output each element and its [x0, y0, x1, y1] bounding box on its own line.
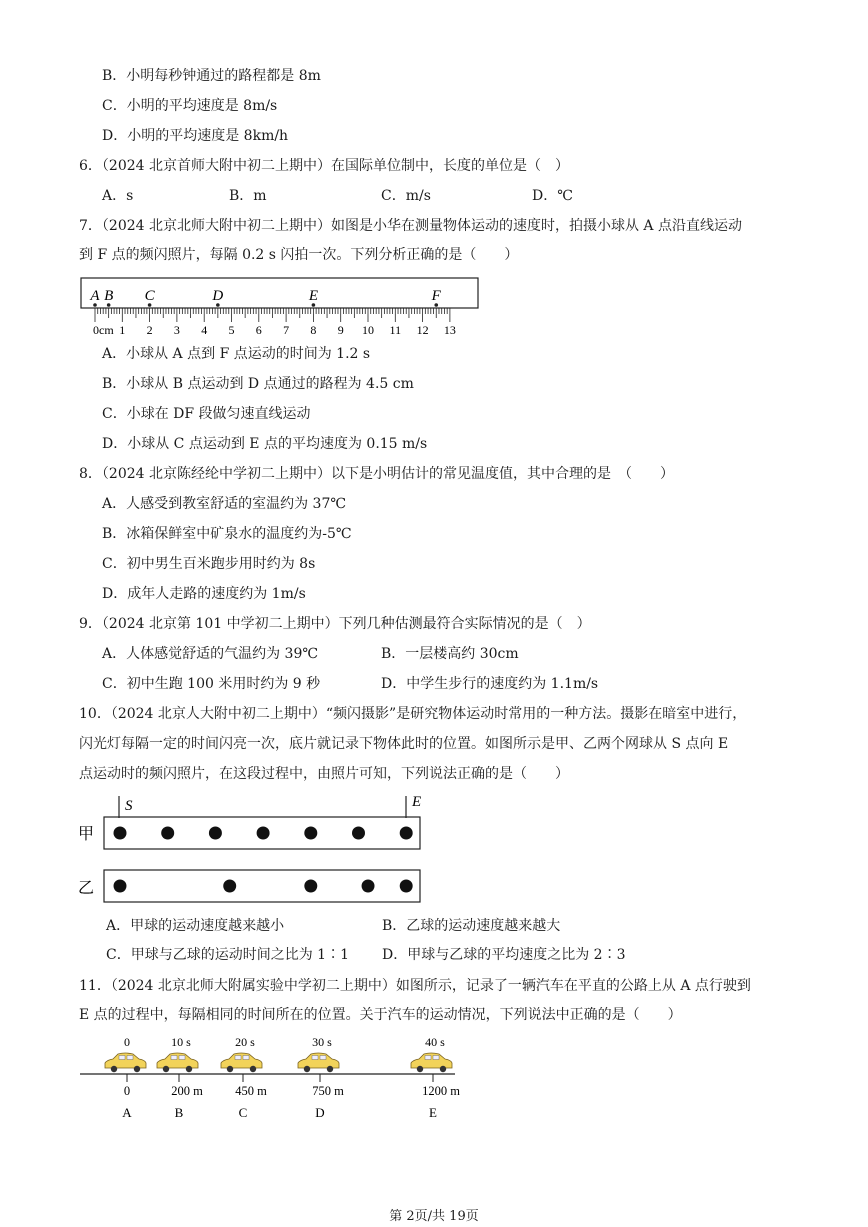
q10-option-a: A．甲球的运动速度越来越小	[106, 918, 285, 934]
q7-point-label: C	[144, 288, 155, 304]
car-wheel	[227, 1066, 233, 1072]
q7-ruler-tick-label: 13	[443, 323, 456, 337]
q9-option-b: B．一层楼高约 30cm	[381, 646, 519, 662]
q11-point-label: E	[429, 1105, 437, 1120]
q10-yi-ball	[362, 880, 375, 893]
q10-jia-balls	[114, 827, 413, 840]
q10-jia-ball	[161, 827, 174, 840]
q11-stem-line1: 11．（2024 北京北师大附属实验中学初二上期中）如图所示，记录了一辆汽车在平直的公路上从 A 点行驶到	[79, 978, 751, 994]
car-wheel	[417, 1066, 423, 1072]
q11-distance-label: 750 m	[312, 1084, 344, 1098]
q7-stem-line1: 7．（2024 北京北师大附中初二上期中）如图是小华在测量物体运动的速度时，拍摄小球从 A 点沿直线运动	[79, 218, 742, 234]
q6-option-a: A．s	[102, 188, 134, 204]
q8-option-a: A．人感受到教室舒适的室温约为 37℃	[102, 496, 347, 512]
car-wheel	[163, 1066, 169, 1072]
q7-point-label: A	[90, 288, 100, 304]
q7-ruler-tick-label: 11	[389, 323, 402, 337]
car-window	[312, 1056, 318, 1060]
q10-jia-ball	[257, 827, 270, 840]
q11-point-label: D	[315, 1105, 325, 1120]
car-wheel	[327, 1066, 333, 1072]
q6-options	[0, 186, 868, 206]
q11-stem-line2: E 点的过程中，每隔相同的时间所在的位置。关于汽车的运动情况，下列说法中正确的是（ ）	[79, 1007, 682, 1023]
car-wheel	[134, 1066, 140, 1072]
q7-photo-frame	[81, 278, 478, 308]
q7-ruler-tick-label: 6	[255, 323, 262, 337]
q7-ruler	[93, 308, 456, 337]
q8-option-c: C．初中男生百米跑步用时约为 8s	[102, 556, 316, 572]
car-wheel	[250, 1066, 256, 1072]
q10-yi-ball	[304, 880, 317, 893]
q7-ruler-tick-label: 5	[228, 323, 235, 337]
car-icon	[157, 1053, 198, 1072]
car-window	[425, 1056, 431, 1060]
q7-point-label: B	[104, 288, 114, 304]
q7-ruler-figure	[0, 272, 868, 340]
q10-jia-ball	[400, 827, 413, 840]
car-wheel	[440, 1066, 446, 1072]
q11-point-label: B	[174, 1105, 184, 1120]
q7-option-b: B．小球从 B 点运动到 D 点通过的路程为 4.5 cm	[102, 376, 414, 392]
car-window	[171, 1056, 177, 1060]
q7-ruler-tick-label: 8	[310, 323, 317, 337]
q6-option-c: C．m/s	[381, 188, 431, 204]
q9-options-row2	[0, 674, 868, 694]
q10-stem-line1: 10．（2024 北京人大附中初二上期中）“频闪摄影”是研究物体运动时常用的一种方法。摄影在暗室中进行，	[79, 706, 747, 722]
q11-time-label: 20 s	[235, 1035, 255, 1049]
car-wheel	[111, 1066, 117, 1072]
q9-stem: 9．（2024 北京第 101 中学初二上期中）下列几种估测最符合实际情况的是（ ）	[79, 616, 591, 632]
q7-point-label: D	[212, 288, 224, 304]
q11-distance-label: 200 m	[171, 1084, 203, 1098]
q10-row-label-jia: 甲	[78, 826, 95, 843]
q10-stem-line2: 闪光灯每隔一定的时间闪亮一次，底片就记录下物体此时的位置。如图所示是甲、乙两个网球从 S 点向 E	[79, 736, 729, 752]
q8-stem: 8．（2024 北京陈经纶中学初二上期中）以下是小明估计的常见温度值，其中合理的是 （ ）	[79, 466, 674, 482]
q7-ruler-tick-label: 4	[201, 323, 208, 337]
q6-stem: 6．（2024 北京首师大附中初二上期中）在国际单位制中，长度的单位是（ ）	[79, 158, 569, 174]
q7-ruler-tick-label: 7	[283, 323, 290, 337]
q11-car-figure	[0, 1030, 868, 1126]
q10-option-d: D．甲球与乙球的平均速度之比为 2∶3	[382, 947, 626, 963]
q10-yi-ball	[114, 880, 127, 893]
q7-point-label: E	[308, 288, 318, 304]
q11-time-label: 0	[124, 1035, 130, 1049]
car-body	[157, 1053, 198, 1068]
q10-jia-ball	[304, 827, 317, 840]
q5-option-b: B．小明每秒钟通过的路程都是 8m	[102, 68, 321, 84]
car-window	[127, 1056, 133, 1060]
car-window	[235, 1056, 241, 1060]
car-window	[243, 1056, 249, 1060]
q10-row-label-yi: 乙	[78, 880, 95, 897]
q7-stem-line2: 到 F 点的频闪照片，每隔 0.2 s 闪拍一次。下列分析正确的是（ ）	[79, 247, 519, 263]
q5-option-c: C．小明的平均速度是 8m/s	[102, 98, 278, 114]
q10-yi-ball	[400, 880, 413, 893]
q9-option-d: D．中学生步行的速度约为 1.1m/s	[381, 676, 599, 692]
q10-end-label: E	[412, 794, 422, 810]
q10-stem-line3: 点运动时的频闪照片，在这段过程中，由照片可知，下列说法正确的是（ ）	[79, 766, 569, 782]
car-body	[411, 1053, 452, 1068]
car-icon	[221, 1053, 262, 1072]
q10-strobe-figure	[0, 790, 868, 910]
q11-time-label: 10 s	[171, 1035, 191, 1049]
q11-distance-label: 450 m	[235, 1084, 267, 1098]
q11-stations	[105, 1035, 460, 1120]
car-window	[119, 1056, 125, 1060]
q7-option-d: D．小球从 C 点运动到 E 点的平均速度为 0.15 m/s	[102, 436, 428, 452]
q8-option-d: D．成年人走路的速度约为 1m/s	[102, 586, 306, 602]
q11-time-label: 40 s	[425, 1035, 445, 1049]
q7-ruler-tick-label: 2	[146, 323, 153, 337]
q11-point-label: A	[122, 1105, 132, 1120]
car-body	[298, 1053, 339, 1068]
q7-ruler-tick-label: 12	[416, 323, 429, 337]
q5-option-d: D．小明的平均速度是 8km/h	[102, 128, 289, 144]
q7-option-c: C．小球在 DF 段做匀速直线运动	[102, 406, 311, 422]
q10-options-row2	[0, 945, 868, 965]
car-body	[221, 1053, 262, 1068]
q10-jia-ball	[209, 827, 222, 840]
q6-option-d: D．℃	[532, 188, 573, 204]
q10-jia-ball	[352, 827, 365, 840]
q10-option-c: C．甲球与乙球的运动时间之比为 1∶1	[106, 947, 349, 963]
q7-option-a: A．小球从 A 点到 F 点运动的时间为 1.2 s	[102, 346, 371, 362]
q7-ruler-tick-label: 10	[362, 323, 374, 337]
q10-start-label: S	[125, 798, 133, 814]
car-window	[179, 1056, 185, 1060]
q8-option-b: B．冰箱保鲜室中矿泉水的温度约为-5℃	[102, 526, 352, 542]
q7-ruler-tick-label: 9	[337, 323, 344, 337]
q11-time-label: 30 s	[312, 1035, 332, 1049]
q10-yi-ball	[223, 880, 236, 893]
car-wheel	[186, 1066, 192, 1072]
q6-option-b: B．m	[229, 188, 267, 204]
car-wheel	[304, 1066, 310, 1072]
car-window	[433, 1056, 439, 1060]
q10-options-row1	[0, 916, 868, 936]
car-body	[105, 1053, 146, 1068]
q11-distance-label: 1200 m	[422, 1084, 460, 1098]
q9-option-a: A．人体感觉舒适的气温约为 39℃	[102, 646, 319, 662]
q7-ruler-tick-label: 1	[119, 323, 126, 337]
page-footer: 第 2页/共 19页	[389, 1209, 479, 1224]
q11-point-label: C	[238, 1105, 248, 1120]
q7-point-label: F	[431, 288, 441, 304]
q9-options-row1	[0, 644, 868, 664]
q7-ball-points	[89, 288, 441, 307]
car-window	[320, 1056, 326, 1060]
q7-ruler-tick-label: 0cm	[93, 323, 114, 337]
q7-ruler-tick-label: 3	[173, 323, 180, 337]
q11-distance-label: 0	[123, 1084, 131, 1098]
q10-jia-ball	[114, 827, 127, 840]
car-icon	[411, 1053, 452, 1072]
q10-option-b: B．乙球的运动速度越来越大	[382, 918, 561, 934]
q9-option-c: C．初中生跑 100 米用时约为 9 秒	[102, 676, 321, 692]
q10-yi-balls	[114, 880, 413, 893]
car-icon	[105, 1053, 146, 1072]
car-icon	[298, 1053, 339, 1072]
